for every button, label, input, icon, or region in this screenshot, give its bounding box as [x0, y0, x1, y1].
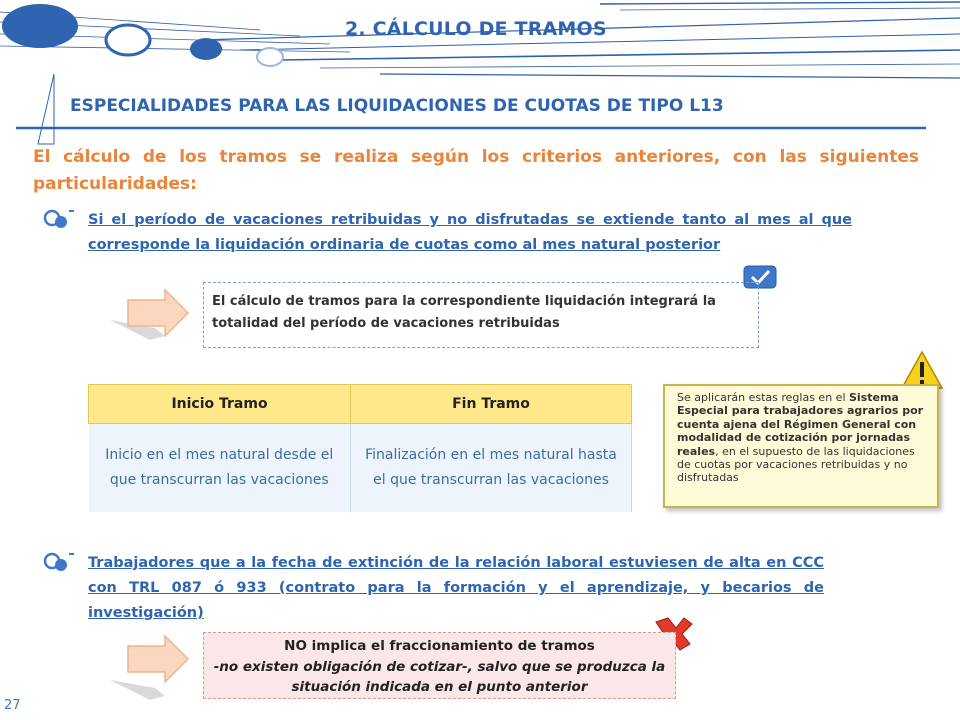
warning-text-bold: Sistema Especial para trabajadores agrarios por cuenta ajena del Régimen General con modalidad de cotización por jornadas reales	[677, 391, 924, 458]
note-box-1: El cálculo de tramos para la correspondiente liquidación integrará la totalidad del período de vacaciones retribuidas	[203, 282, 759, 348]
table-header-inicio: Inicio Tramo	[89, 385, 351, 424]
table-cell-inicio: Inicio en el mes natural desde el que transcurran las vacaciones	[89, 424, 351, 513]
warning-note	[663, 384, 939, 508]
arrow-right-icon-2	[110, 636, 188, 700]
page-subtitle: ESPECIALIDADES PARA LAS LIQUIDACIONES DE CUOTAS DE TIPO L13	[70, 96, 724, 116]
note-2-line-1: NO implica el fraccionamiento de tramos	[284, 638, 595, 654]
bullet-icon-2	[45, 554, 74, 571]
decor-circle-large	[2, 4, 78, 48]
note-2-line-2: -no existen obligación de cotizar-, salvo que se produzca la situación indicada en el punto anterior	[213, 658, 666, 695]
note-box-2	[203, 632, 676, 699]
bullet-1-text: Si el período de vacaciones retribuidas y no disfrutadas se extiende tanto al mes al que corresponde la liquidación ordinaria de cuotas como al mes natural posterior	[88, 212, 852, 253]
decor-circle-ring	[106, 25, 150, 55]
bullet-icon-1	[45, 211, 74, 228]
tramo-table	[88, 384, 632, 512]
bullet-2-text: Trabajadores que a la fecha de extinción de la relación laboral estuviesen de alta en CCC con TRL 087 ó 933 (contrato para la formación y el aprendizaje, y becarios de investigación)	[88, 555, 824, 621]
warning-text-pre: Se aplicarán estas reglas en el	[677, 391, 849, 404]
decor-circle-small	[190, 38, 222, 60]
warning-icon	[902, 352, 942, 388]
table-cell-fin: Finalización en el mes natural hasta el que transcurran las vacaciones	[351, 424, 632, 513]
arrow-right-icon-1	[110, 290, 188, 340]
intro-paragraph: El cálculo de los tramos se realiza según los criterios anteriores, con las siguientes particularidades:	[33, 147, 919, 194]
section-title: 2. CÁLCULO DE TRAMOS	[345, 18, 607, 40]
decor-circle-faint	[257, 48, 283, 66]
page-number: 27	[4, 698, 21, 713]
warning-text-post: , en el supuesto de las liquidaciones de cuotas por vacaciones retribuidas y no disfrutadas	[677, 444, 915, 485]
table-header-fin: Fin Tramo	[351, 385, 632, 424]
